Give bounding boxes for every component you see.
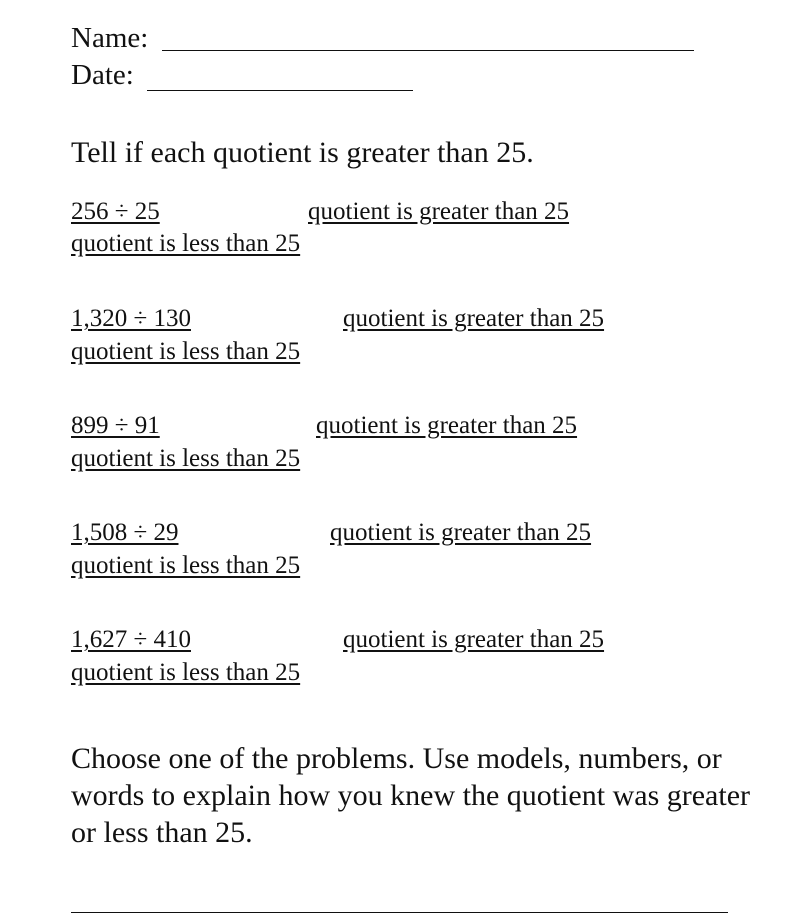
name-blank-line[interactable] [162,50,694,51]
less-option[interactable]: quotient is less than 25 [71,659,301,686]
less-option[interactable]: quotient is less than 25 [71,552,301,579]
date-label: Date: [71,59,134,91]
greater-option[interactable]: quotient is greater than 25 [308,198,570,225]
greater-option[interactable]: quotient is greater than 25 [343,305,605,332]
problem-expression: 1,508 ÷ 29 [71,519,179,546]
problem-expression: 1,320 ÷ 130 [71,305,191,332]
problem-expression: 1,627 ÷ 410 [71,626,191,653]
greater-option[interactable]: quotient is greater than 25 [343,626,605,653]
instruction-text: Tell if each quotient is greater than 25. [71,136,534,169]
less-option[interactable]: quotient is less than 25 [71,338,301,365]
answer-blank-line[interactable] [71,912,728,913]
less-option[interactable]: quotient is less than 25 [71,230,301,257]
less-option[interactable]: quotient is less than 25 [71,445,301,472]
name-label: Name: [71,22,149,54]
problem-expression: 899 ÷ 91 [71,412,160,439]
greater-option[interactable]: quotient is greater than 25 [316,412,578,439]
greater-option[interactable]: quotient is greater than 25 [330,519,592,546]
problem-expression: 256 ÷ 25 [71,198,160,225]
explain-prompt: Choose one of the problems. Use models, numbers, or words to explain how you knew the quotient was greater or less than 25. [71,742,750,849]
date-blank-line[interactable] [147,90,413,91]
